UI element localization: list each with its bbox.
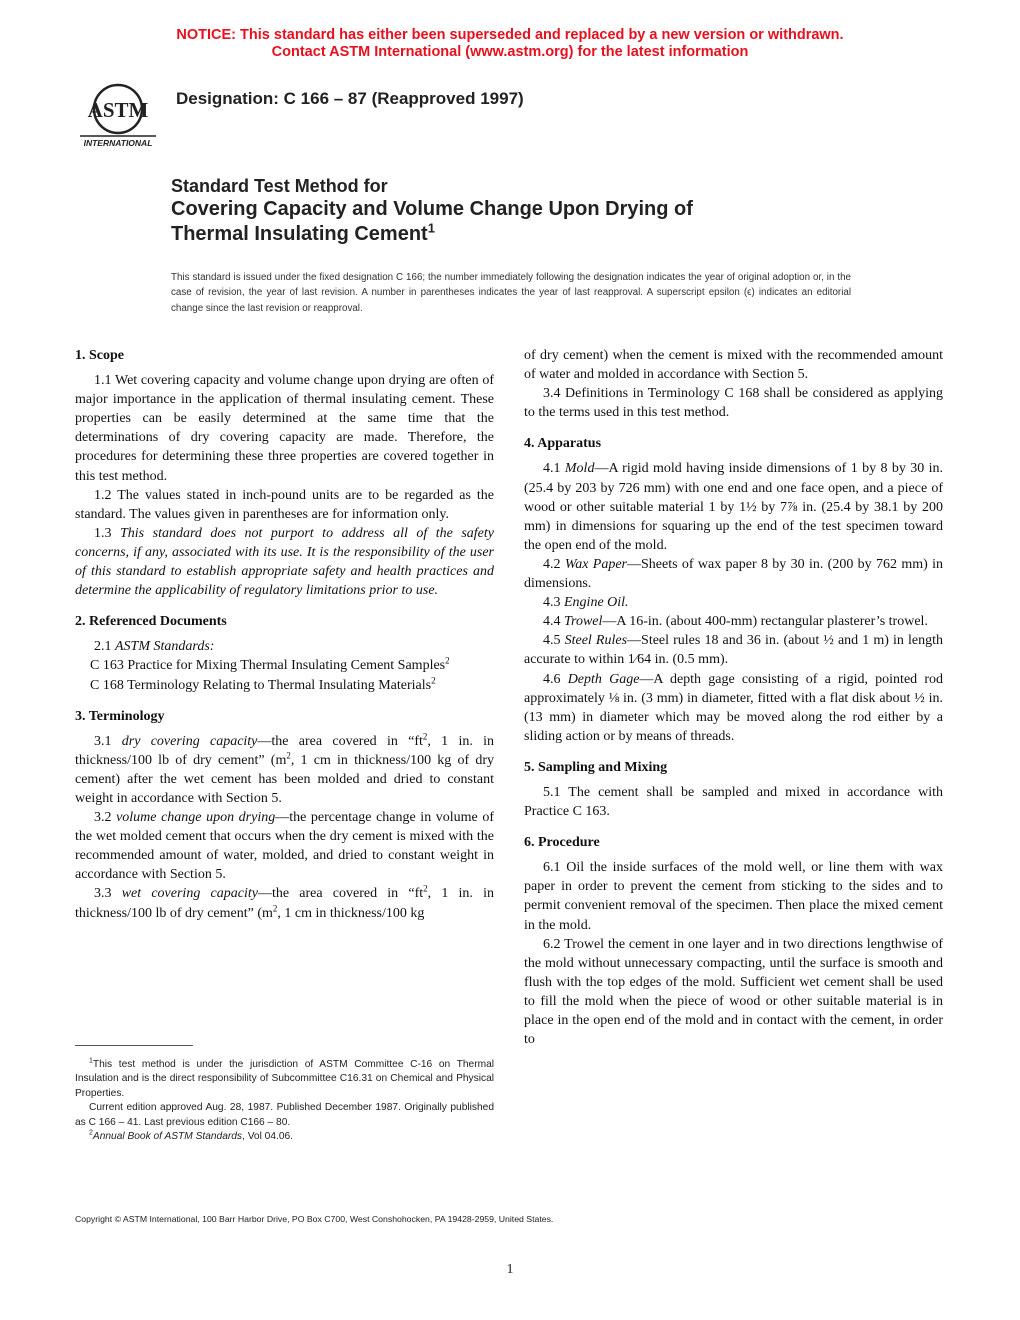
heading-referenced-documents: 2. Referenced Documents: [75, 614, 227, 630]
heading-sampling-and-mixing: 5. Sampling and Mixing: [524, 759, 668, 775]
reference-c163: C 163 Practice for Mixing Thermal Insulating Cement Samples$^2$: [90, 655, 450, 674]
page-number: 1: [506, 1262, 514, 1277]
para-1-3: 1.3 This standard does not purport to address all of the safety concerns, if any, associated with its use. It is the responsibility of the user of this standard to establish appropriate safety and health practices and determine the applicability of regulatory limitations prior to use.: [75, 525, 494, 599]
para-4-4: 4.4 Trowel—A 16-in. (about 400-mm) rectangular plasterer’s trowel.: [543, 614, 928, 630]
title-line-2: Covering Capacity and Volume Change Upon Drying of: [171, 198, 693, 220]
preamble: This standard is issued under the fixed designation C 166; the number immediately following the designation indicates the year of original adoption or, in the case of revision, the year of last revision. A number in parentheses indicates the year of last reapproval. A superscript epsilon (ϵ) indicates an editorial change since the last revision or reapproval.: [171, 272, 851, 314]
left-column: [75, 346, 494, 923]
supersession-notice: [0, 27, 1020, 61]
right-column: [524, 346, 943, 1049]
para-4-3: 4.3 Engine Oil.: [543, 595, 629, 611]
para-5-1: 5.1 The cement shall be sampled and mixed in accordance with Practice C 163.: [524, 784, 943, 820]
para-1-1: 1.1 Wet covering capacity and volume change upon drying are often of major importance in the application of thermal insulating cement. These properties can be easily determined at the same time that the determinations of dry covering capacity are made. Therefore, the procedures for determining these three properties are covered together in this test method.: [75, 373, 494, 484]
para-3-4: 3.4 Definitions in Terminology C 168 shall be considered as applying to the terms used in this test method.: [524, 386, 943, 421]
logo-subtext: INTERNATIONAL: [83, 138, 153, 148]
para-6-1: 6.1 Oil the inside surfaces of the mold well, or line them with wax paper in order to prevent the cement from sticking to the sides and to permit convenient removal of the specimen. Then place the mixed cement in the mold.: [524, 860, 943, 933]
para-4-2: 4.2 Wax Paper—Sheets of wax paper 8 by 30 in. (200 by 762 mm) in dimensions.: [524, 556, 943, 592]
title-footnote-mark: 1: [427, 220, 435, 236]
title-line-3: Thermal Insulating Cement$^1$: [171, 220, 435, 245]
reference-c168: C 168 Terminology Relating to Thermal Insulating Materials$^2$: [90, 674, 436, 693]
notice-line-1: NOTICE: This standard has either been superseded and replaced by a new version or withdrawn.: [176, 27, 844, 43]
title-line-1: Standard Test Method for: [171, 176, 388, 196]
logo-text: ASTM: [87, 98, 149, 122]
para-3-2: 3.2 volume change upon drying—the percentage change in volume of the wet molded cement that occurs when the dry cement is mixed with the recommended amount of water, molded, and dried to constant weight in accordance with Section 5.: [75, 810, 494, 883]
copyright-line: Copyright © ASTM International, 100 Barr Harbor Drive, PO Box C700, West Conshohocken, PA 19428-2959, United States.: [75, 1214, 554, 1224]
footnote-1: $^1$This test method is under the jurisdiction of ASTM Committee C-16 on Thermal Insulation and is the direct responsibility of Subcommittee C16.31 on Chemical and Physical Properties.: [75, 1057, 494, 1099]
para-3-3-continued: of dry cement) when the cement is mixed with the recommended amount of water and molded in accordance with Section 5.: [524, 348, 943, 383]
para-1-2: 1.2 The values stated in inch-pound units are to be regarded as the standard. The values given in parentheses are for information only.: [75, 487, 494, 522]
para-6-2: 6.2 Trowel the cement in one layer and in two directions lengthwise of the mold without unnecessary compacting, until the surface is smooth and flush with the top edges of the mold. Sufficient wet cement shall be used to fill the mold when the piece of wood or other suitable material is in place in the open end of the mold and in contact with the cement, in order to: [524, 936, 943, 1048]
footnotes: [75, 1045, 494, 1144]
notice-line-2: Contact ASTM International (www.astm.org) for the latest information: [271, 44, 749, 60]
astm-logo: [76, 78, 160, 150]
heading-apparatus: 4. Apparatus: [524, 436, 602, 452]
footnote-divider: [75, 1045, 193, 1046]
para-3-1: 3.1 dry covering capacity—the area covered in “$ft^2$, 1 in. in thickness/100 lb of dry cement” ($m^2$, 1 cm in thickness/100 kg of dry cement) after the wet cement has been molded and dried to constant weight in accordance with Section 5.: [75, 731, 495, 806]
document-title: [171, 175, 693, 247]
para-4-6: 4.6 Depth Gage—A depth gage consisting of a rigid, pointed rod approximately ⅛ in. (3 mm) in diameter, fitted with a flat disk about ½ in. (13 mm) in diameter which may be moved along the rod either by a sliding action or by means of threads.: [524, 671, 944, 744]
para-4-1: 4.1 Mold—A rigid mold having inside dimensions of 1 by 8 by 30 in. (25.4 by 203 by 726 mm) with one end and one face open, and a piece of wood or other suitable material 1 by 1½ by 7⅞ in. (25.4 by 38.1 by 200 mm) in dimensions for squaring up the end of the test specimen toward the open end of the mold.: [524, 461, 944, 553]
heading-procedure: 6. Procedure: [524, 835, 600, 851]
para-4-5: 4.5 Steel Rules—Steel rules 18 and 36 in. (about ½ and 1 m) in length accurate to within 1⁄64 in. (0.5 mm).: [524, 633, 944, 668]
para-3-3: 3.3 wet covering capacity—the area covered in “$ft^2$, 1 in. in thickness/100 lb of dry cement” ($m^2$, 1 cm in thickness/100 kg: [75, 883, 495, 921]
para-2-1: 2.1 ASTM Standards:: [94, 639, 215, 655]
designation: Designation: C 166 – 87 (Reapproved 1997): [176, 89, 524, 108]
footnote-1-edition: Current edition approved Aug. 28, 1987. Published December 1987. Originally published as C 166 – 41. Last previous edition C166 – 80.: [75, 1102, 494, 1128]
footnote-2: $^2$Annual Book of ASTM Standards, Vol 04.06.: [89, 1129, 294, 1143]
heading-terminology: 3. Terminology: [75, 708, 165, 724]
heading-scope: 1. Scope: [75, 348, 124, 363]
